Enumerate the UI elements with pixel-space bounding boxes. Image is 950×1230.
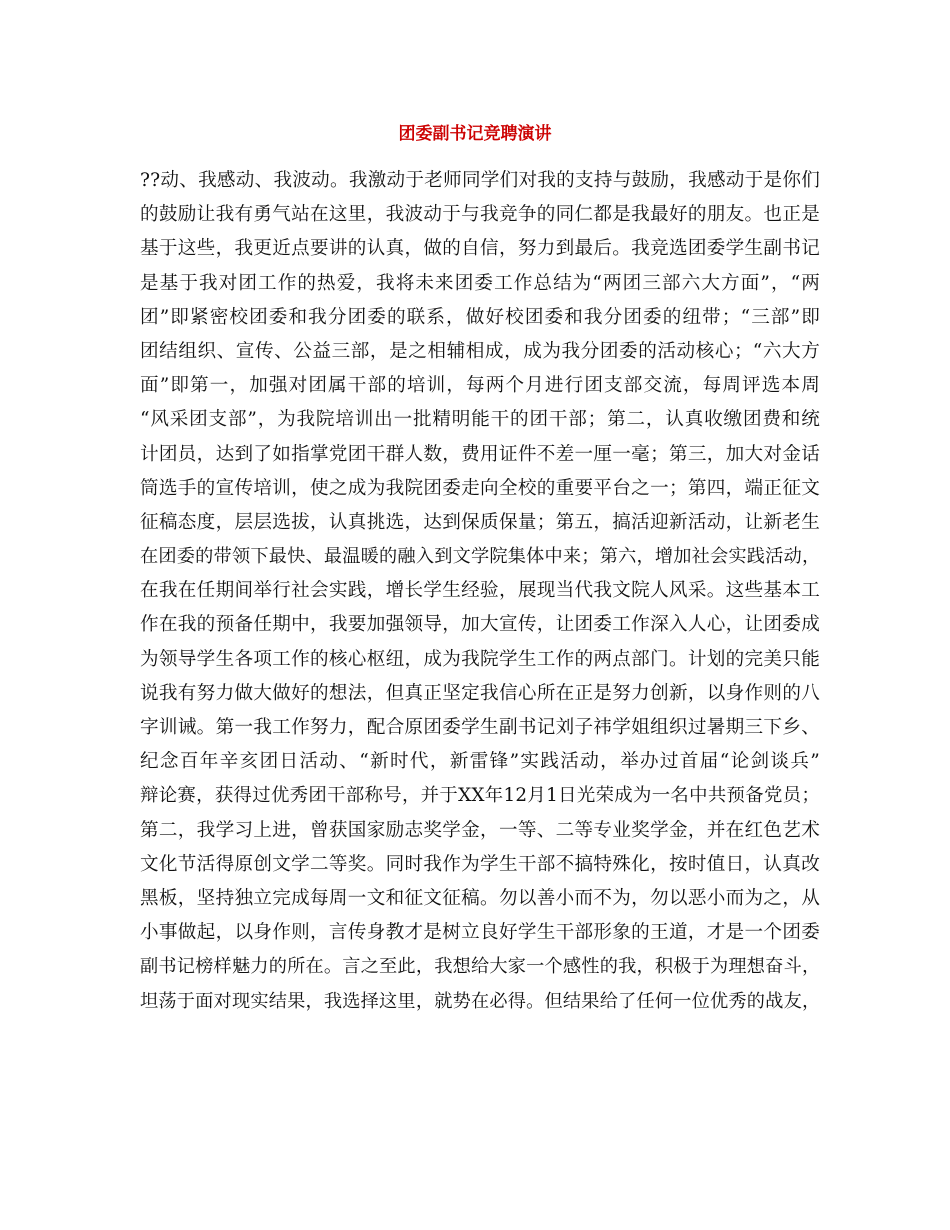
body-line: 团结组织、宣传、公益三部，是之相辅相成，成为我分团委的活动核心；“六大方 — [140, 340, 820, 362]
body-line: 面”即第一，加强对团属干部的培训，每两个月进行团支部交流，每周评选本周 — [140, 375, 820, 397]
body-line: “风采团支部”，为我院培训出一批精明能干的团干部；第二，认真收缴团费和统 — [140, 409, 820, 431]
body-line: 计团员，达到了如指掌党团干群人数，费用证件不差一厘一毫；第三，加大对金话 — [140, 443, 820, 465]
body-line: 字训诫。第一我工作努力，配合原团委学生副书记刘子祎学姐组织过暑期三下乡、 — [140, 717, 820, 738]
body-line: 的鼓励让我有勇气站在这里，我波动于与我竞争的同仁都是我最好的朋友。也正是 — [140, 204, 820, 226]
body-line: 在我在任期间举行社会实践，增长学生经验，展现当代我文院人风采。这些基本工 — [140, 580, 820, 602]
body-line: 坦荡于面对现实结果，我选择这里，就势在必得。但结果给了任何一位优秀的战友， — [140, 990, 821, 1012]
body-line: 副书记榜样魅力的所在。言之至此，我想给大家一个感性的我，积极于为理想奋斗， — [140, 956, 821, 978]
body-line: 纪念百年辛亥团日活动、“新时代，新雷锋”实践活动，举办过首届“论剑谈兵” — [140, 751, 820, 773]
body-line: 文化节活得原创文学二等奖。同时我作为学生干部不搞特殊化，按时值日，认真改 — [140, 853, 820, 875]
document-title: 团委副书记竞聘演讲 — [398, 124, 552, 144]
body-line: 征稿态度，层层选拔，认真挑选，达到保质保量；第五，搞活迎新活动，让新老生 — [140, 511, 820, 533]
body-line: 筒选手的宣传培训，使之成为我院团委走向全校的重要平台之一；第四，端正征文 — [140, 477, 820, 499]
body-line: 小事做起，以身作则，言传身教才是树立良好学生干部形象的王道，才是一个团委 — [140, 922, 820, 944]
body-line: 作在我的预备任期中，我要加强领导，加大宣传，让团委工作深入人心，让团委成 — [140, 614, 820, 636]
body-line: 辩论赛，获得过优秀团干部称号，并于XX年12月1日光荣成为一名中共预备党员； — [140, 785, 820, 807]
document-body — [140, 164, 820, 1019]
body-line: ??动、我感动、我波动。我激动于老师同学们对我的支持与鼓励，我感动于是你们 — [140, 170, 820, 191]
body-line: 第二，我学习上进，曾获国家励志奖学金，一等、二等专业奖学金，并在红色艺术 — [140, 819, 820, 841]
body-line: 在团委的带领下最快、最温暖的融入到文学院集体中来；第六，增加社会实践活动， — [140, 546, 821, 568]
body-line: 为领导学生各项工作的核心枢纽，成为我院学生工作的两点部门。计划的完美只能 — [140, 648, 820, 670]
body-line: 团”即紧密校团委和我分团委的联系，做好校团委和我分团委的纽带；“三部”即 — [140, 306, 820, 328]
body-line: 基于这些，我更近点要讲的认真，做的自信，努力到最后。我竞选团委学生副书记 — [140, 238, 820, 260]
body-line: 黑板，坚持独立完成每周一文和征文征稿。勿以善小而不为，勿以恶小而为之，从 — [140, 887, 820, 909]
body-line: 说我有努力做大做好的想法，但真正坚定我信心所在正是努力创新，以身作则的八 — [140, 682, 820, 704]
body-line: 是基于我对团工作的热爱，我将未来团委工作总结为“两团三部六大方面”，“两 — [140, 272, 820, 294]
